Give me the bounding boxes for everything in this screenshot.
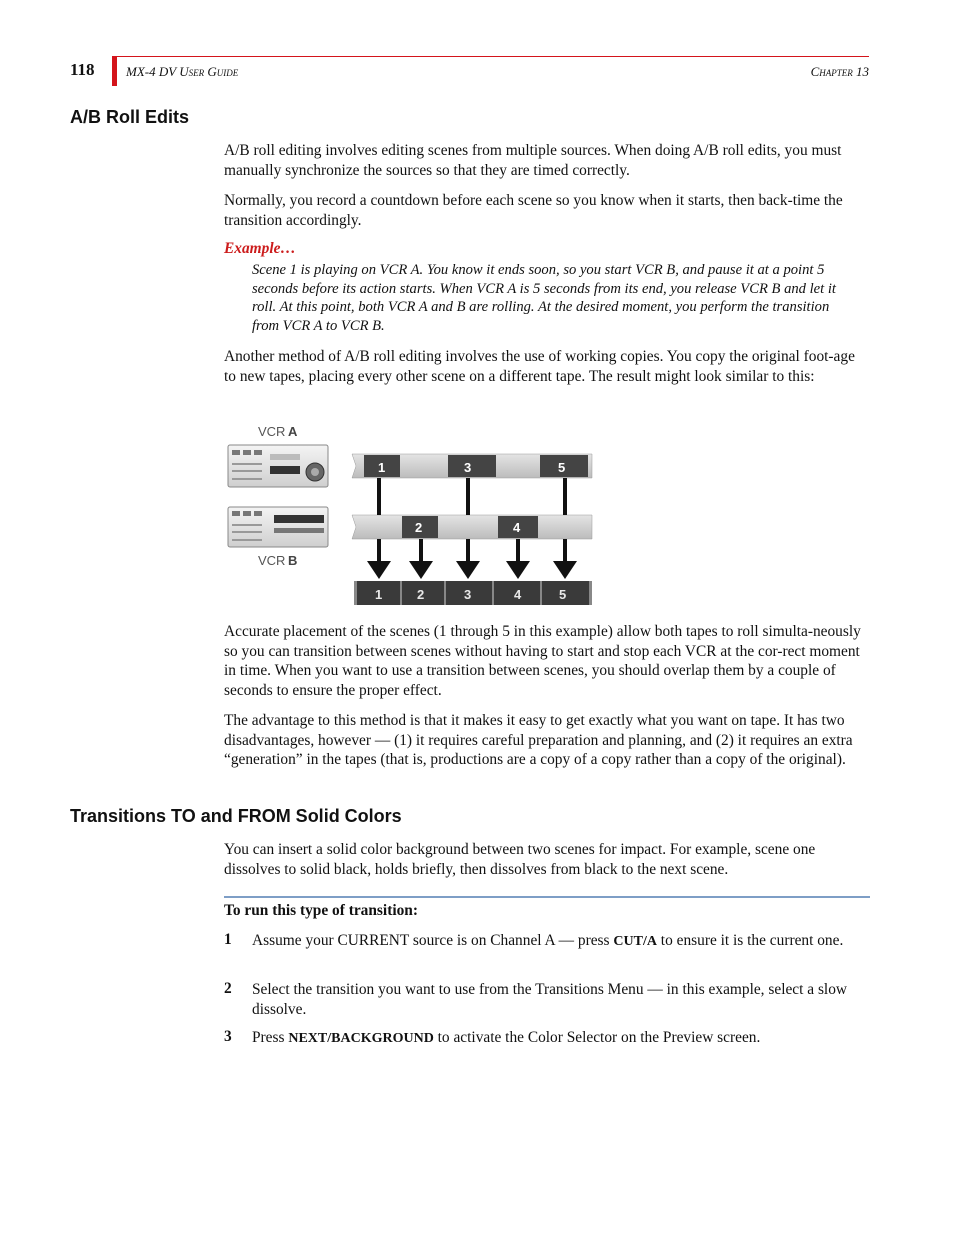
step-text [252, 931, 862, 952]
step-text-part: Press [252, 1029, 289, 1046]
paragraph-advantage: The advantage to this method is that it makes it easy to get exactly what you want on tape. It has two disadvantages, however — (1) it requires careful preparation and planning, and (2) it requires an extra “generation” in the tapes (that is, productions are a copy of a copy rather than a copy of the original). [224, 712, 853, 769]
procedure-heading: To run this type of transition: [224, 902, 418, 919]
step-text-part: to ensure it is the current one. [656, 932, 844, 949]
step-number: 2 [224, 980, 232, 997]
key-cut-a: CUT/A [613, 934, 657, 949]
vcr-a-label-letter: A [288, 424, 298, 439]
step-text [252, 1028, 862, 1049]
header-accent-bar [112, 56, 117, 86]
vcr-a-label-prefix: VCR [258, 424, 286, 439]
step-number: 3 [224, 1028, 232, 1045]
tape-b-scene-2: 2 [415, 520, 423, 535]
paragraph-intro: A/B roll editing involves editing scenes from multiple sources. When doing A/B roll edits, you must manually synchronize the sources so that they are timed correctly. [224, 142, 842, 179]
section-heading-solid-colors: Transitions TO and FROM Solid Colors [70, 806, 402, 826]
vcr-b-label-letter: B [288, 553, 298, 568]
example-label: Example… [224, 240, 296, 257]
down-arrows [367, 539, 577, 579]
ab-roll-diagram [224, 418, 604, 610]
tape-b-strip [352, 515, 592, 539]
tape-a-strip [352, 454, 592, 478]
step-number: 1 [224, 931, 232, 948]
step-text-part: Select the transition you want to use from the Transitions Menu — in this example, select a slow dissolve. [252, 981, 848, 1018]
chapter-label: Chapter 13 [810, 64, 869, 79]
guide-title: MX-4 DV User Guide [126, 64, 239, 79]
section-heading-ab-roll: A/B Roll Edits [70, 107, 190, 127]
paragraph-working-copies: Another method of A/B roll editing involves the use of working copies. You copy the original foot-age to new tapes, placing every other scene on a different tape. The result might look similar to this: [224, 348, 855, 385]
page-number: 118 [70, 60, 95, 79]
output-scene-1: 1 [375, 587, 383, 602]
vcr-b-device-icon [228, 507, 328, 547]
output-scene-4: 4 [514, 587, 522, 602]
vcr-b-label-prefix: VCR [258, 553, 286, 568]
tape-b-scene-4: 4 [513, 520, 521, 535]
output-scene-5: 5 [559, 587, 567, 602]
header-rule [117, 56, 869, 57]
output-tape-strip [354, 581, 592, 605]
paragraph-accurate-placement: Accurate placement of the scenes (1 through 5 in this example) allow both tapes to roll simulta-neously so you can transition between scenes without having to start and stop each VCR at the cor-rect moment in time. When you want to use a transition between scenes, you should overlap them by a couple of seconds to ensure the proper effect. [224, 623, 861, 699]
step-text-part: to activate the Color Selector on the Preview screen. [433, 1029, 761, 1046]
tape-a-scene-3: 3 [464, 460, 472, 475]
output-scene-2: 2 [417, 587, 425, 602]
tape-a-scene-5: 5 [558, 460, 566, 475]
connector-lines [377, 478, 567, 515]
example-text: Scene 1 is playing on VCR A. You know it ends soon, so you start VCR B, and pause it at a point 5 seconds before its action starts. When VCR A is 5 seconds from its end, you release VCR B and let it roll. At this point, both VCR A and B are rolling. At the desired moment, you perform the transition from VCR A to VCR B. [252, 262, 836, 334]
step-text-part: Assume your CURRENT source is on Channel A — press [252, 932, 614, 949]
key-next-background: NEXT/BACKGROUND [288, 1031, 434, 1046]
vcr-a-device-icon [228, 445, 328, 487]
paragraph-solid-color: You can insert a solid color background between two scenes for impact. For example, scene one dissolves to solid black, holds briefly, then dissolves from black to the next scene. [224, 841, 816, 878]
step-text [252, 980, 862, 1019]
tape-a-scene-1: 1 [378, 460, 386, 475]
output-scene-3: 3 [464, 587, 472, 602]
procedure-rule [224, 896, 870, 898]
paragraph-countdown: Normally, you record a countdown before each scene so you know when it starts, then back-time the transition accordingly. [224, 192, 843, 229]
